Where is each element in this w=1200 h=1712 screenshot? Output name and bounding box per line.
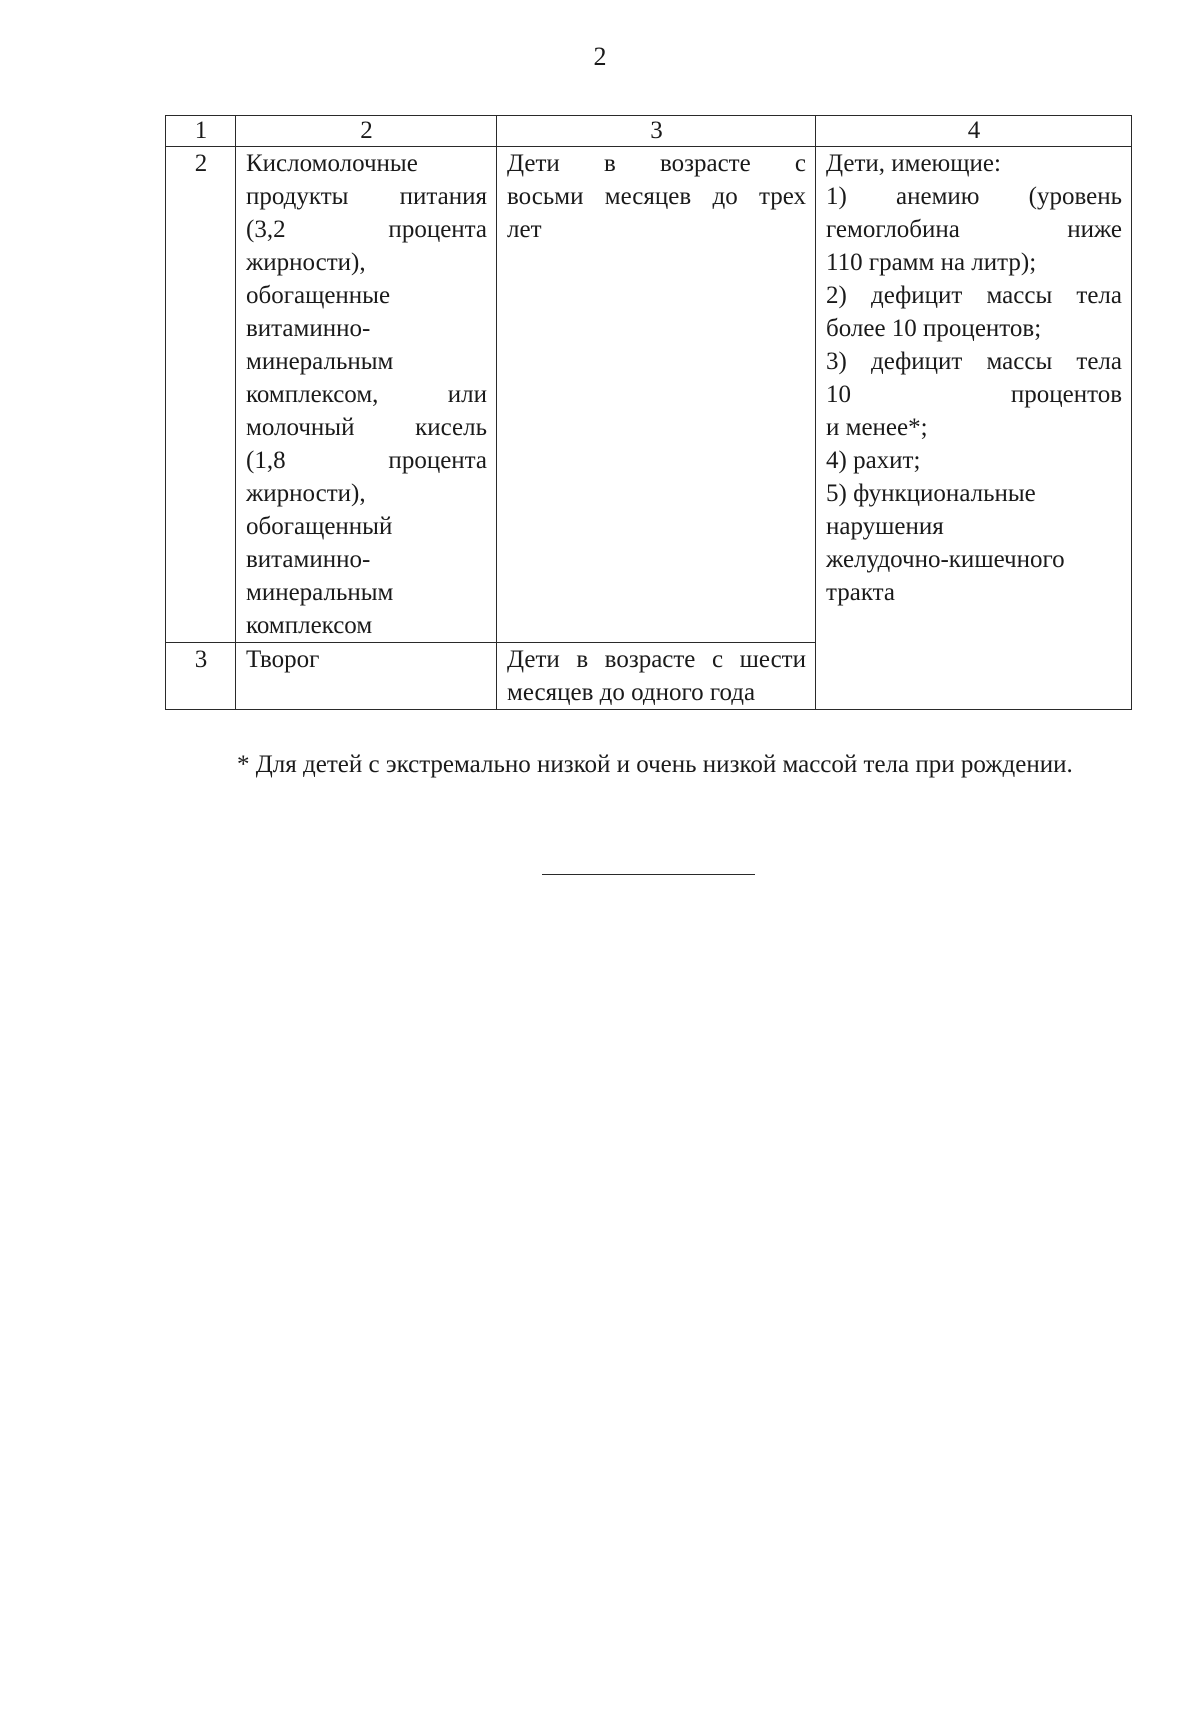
cell-line: лет [507,216,542,243]
cell-line: молочный кисель [246,414,487,441]
table-row [166,147,1132,643]
cell-line: желудочно-кишечного [826,546,1065,573]
cell-line: комплексом, или [246,381,487,408]
cell-line: 1) анемию (уровень [826,183,1122,210]
cell-line: (3,2 процента [246,216,487,243]
condition-cell [816,147,1132,710]
cell-line: 3) дефицит массы тела [826,348,1122,375]
cell-line: продукты питания [246,183,487,210]
cell-line: Творог [246,646,320,673]
cell-line: месяцев до одного года [507,679,756,706]
page-number: 2 [593,42,607,71]
cell-line: 2) дефицит массы тела [826,282,1122,309]
cell-line: нарушения [826,513,944,540]
age-cell [497,147,816,643]
cell-line: более 10 процентов; [826,315,1042,342]
cell-line: (1,8 процента [246,447,487,474]
cell-line: витаминно- [246,315,371,342]
product-cell [236,147,497,643]
table-header-row [166,116,1132,147]
cell-line: 4) рахит; [826,447,921,474]
row-number: 2 [166,147,236,643]
cell-line: Дети, имеющие: [826,150,1001,177]
cell-line: жирности), [246,249,366,276]
cell-line: Дети в возрасте с [507,150,806,177]
cell-line: 110 грамм на литр); [826,249,1037,276]
cell-line: витаминно- [246,546,371,573]
row-number: 3 [166,643,236,710]
header-cell: 1 [166,116,236,147]
cell-line: восьми месяцев до трех [507,183,806,210]
product-cell [236,643,497,710]
products-table [165,115,1132,710]
cell-line: обогащенные [246,282,391,309]
age-cell [497,643,816,710]
cell-line: комплексом [246,612,373,639]
cell-line: Кисломолочные [246,150,418,177]
cell-line: 5) функциональные [826,480,1036,507]
separator-line [542,874,755,875]
footnote: * Для детей с экстремально низкой и очень низкой массой тела при рождении. [237,751,1073,778]
cell-line: обогащенный [246,513,393,540]
cell-line: жирности), [246,480,366,507]
cell-line: минеральным [246,579,394,606]
cell-line: гемоглобина ниже [826,216,1122,243]
header-cell: 3 [497,116,816,147]
cell-line: 10 процентов [826,381,1122,408]
cell-line: и менее*; [826,414,928,441]
cell-line: тракта [826,579,895,606]
header-cell: 4 [816,116,1132,147]
cell-line: Дети в возрасте с шести [507,646,806,673]
header-cell: 2 [236,116,497,147]
cell-line: минеральным [246,348,394,375]
